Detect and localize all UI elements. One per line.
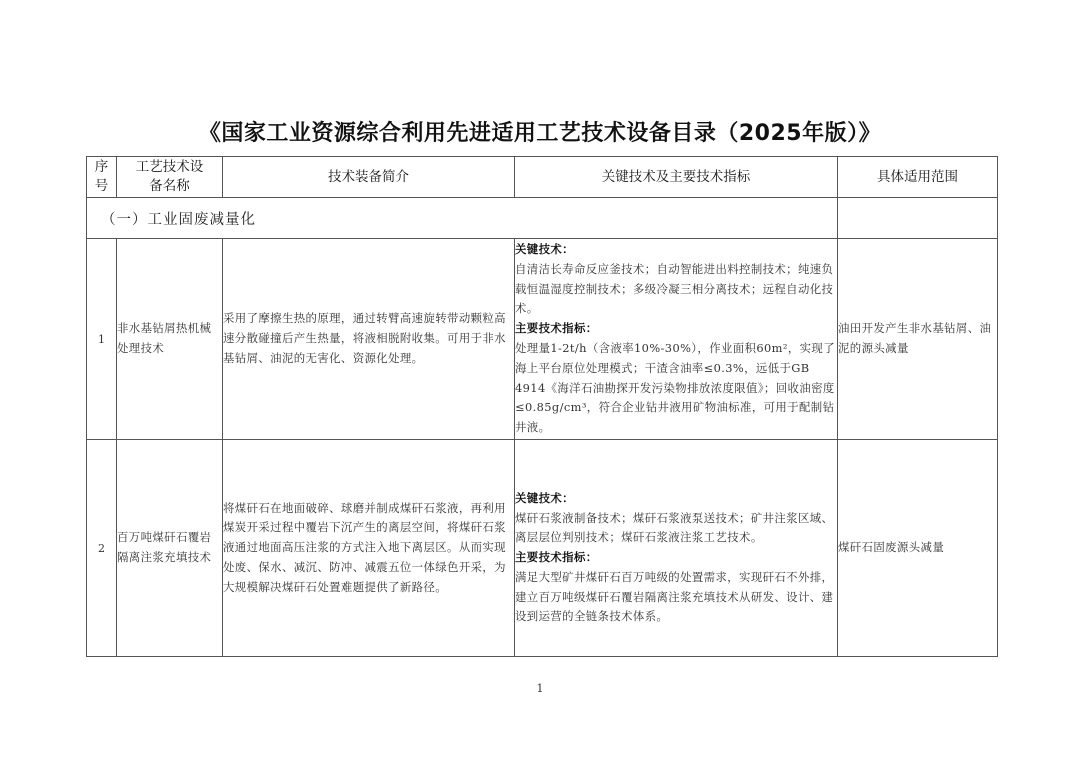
row-intro: 采用了摩擦生热的原理，通过转臂高速旋转带动颗粒高速分散碰撞后产生热量，将液相脱附收集。可用于非水基钻屑、油泥的无害化、资源化处理。 [223,239,515,440]
key-tech-title: 关键技术： [515,490,574,505]
key-tech-text: 煤矸石浆液制备技术；煤矸石浆液泵送技术；矿井注浆区域、离层层位判别技术；煤矸石浆液注浆工艺技术。 [515,510,834,545]
row-scope: 煤矸石固废源头减量 [838,440,998,657]
index-title: 主要技术指标： [515,321,598,336]
row-scope: 油田开发产生非水基钻屑、油泥的源头减量 [838,239,998,440]
catalog-table [86,156,998,657]
key-tech-text: 自清洁长寿命反应釜技术；自动智能进出料控制技术；纯速负载恒温湿度控制技术；多级冷凝三相分离技术；远程自动化技术。 [515,261,834,316]
section-label: （一）工业固废减量化 [101,211,256,228]
row-seq: 2 [87,440,117,657]
document-title: 《国家工业资源综合利用先进适用工艺技术设备目录（2025年版）》 [198,121,882,146]
section-empty-cell [838,198,998,239]
table-row [87,239,998,440]
table-header-row [87,157,998,198]
row-key-tech [515,440,838,657]
row-key-tech [515,239,838,440]
index-text: 处理量1-2t/h（含液率10%-30%），作业面积60m²，实现了海上平台原位处理模式；干渣含油率≤0.3%，远低于GB 4914《海洋石油勘探开发污染物排放浓度限值》；回收油密度≤0.85g/cm³，符合企业钻井液用矿物油标准，可用于配制钻井液。 [515,341,835,435]
section-row [87,198,998,239]
page-number: 1 [536,682,544,695]
header-seq: 序号 [87,157,117,198]
row-name: 非水基钻屑热机械处理技术 [117,239,223,440]
header-intro: 技术装备简介 [223,157,515,198]
index-title: 主要技术指标： [515,550,598,565]
header-scope: 具体适用范围 [838,157,998,198]
index-text: 满足大型矿井煤矸石百万吨级的处置需求，实现矸石不外排，建立百万吨级煤矸石覆岩隔离注浆充填技术从研发、设计、建设到运营的全链条技术体系。 [515,569,834,624]
key-tech-title: 关键技术： [515,242,574,257]
header-name: 工艺技术设备名称 [117,157,223,198]
row-name: 百万吨煤矸石覆岩隔离注浆充填技术 [117,440,223,657]
table-row [87,440,998,657]
row-seq: 1 [87,239,117,440]
row-intro: 将煤矸石在地面破碎、球磨并制成煤矸石浆液，再利用煤炭开采过程中覆岩下沉产生的离层空间，将煤矸石浆液通过地面高压注浆的方式注入地下离层区。从而实现处废、保水、减沉、防冲、减震五位一体绿色开采，为大规模解决煤矸石处置难题提供了新路径。 [223,440,515,657]
header-key: 关键技术及主要技术指标 [515,157,838,198]
section-cell [87,198,838,239]
